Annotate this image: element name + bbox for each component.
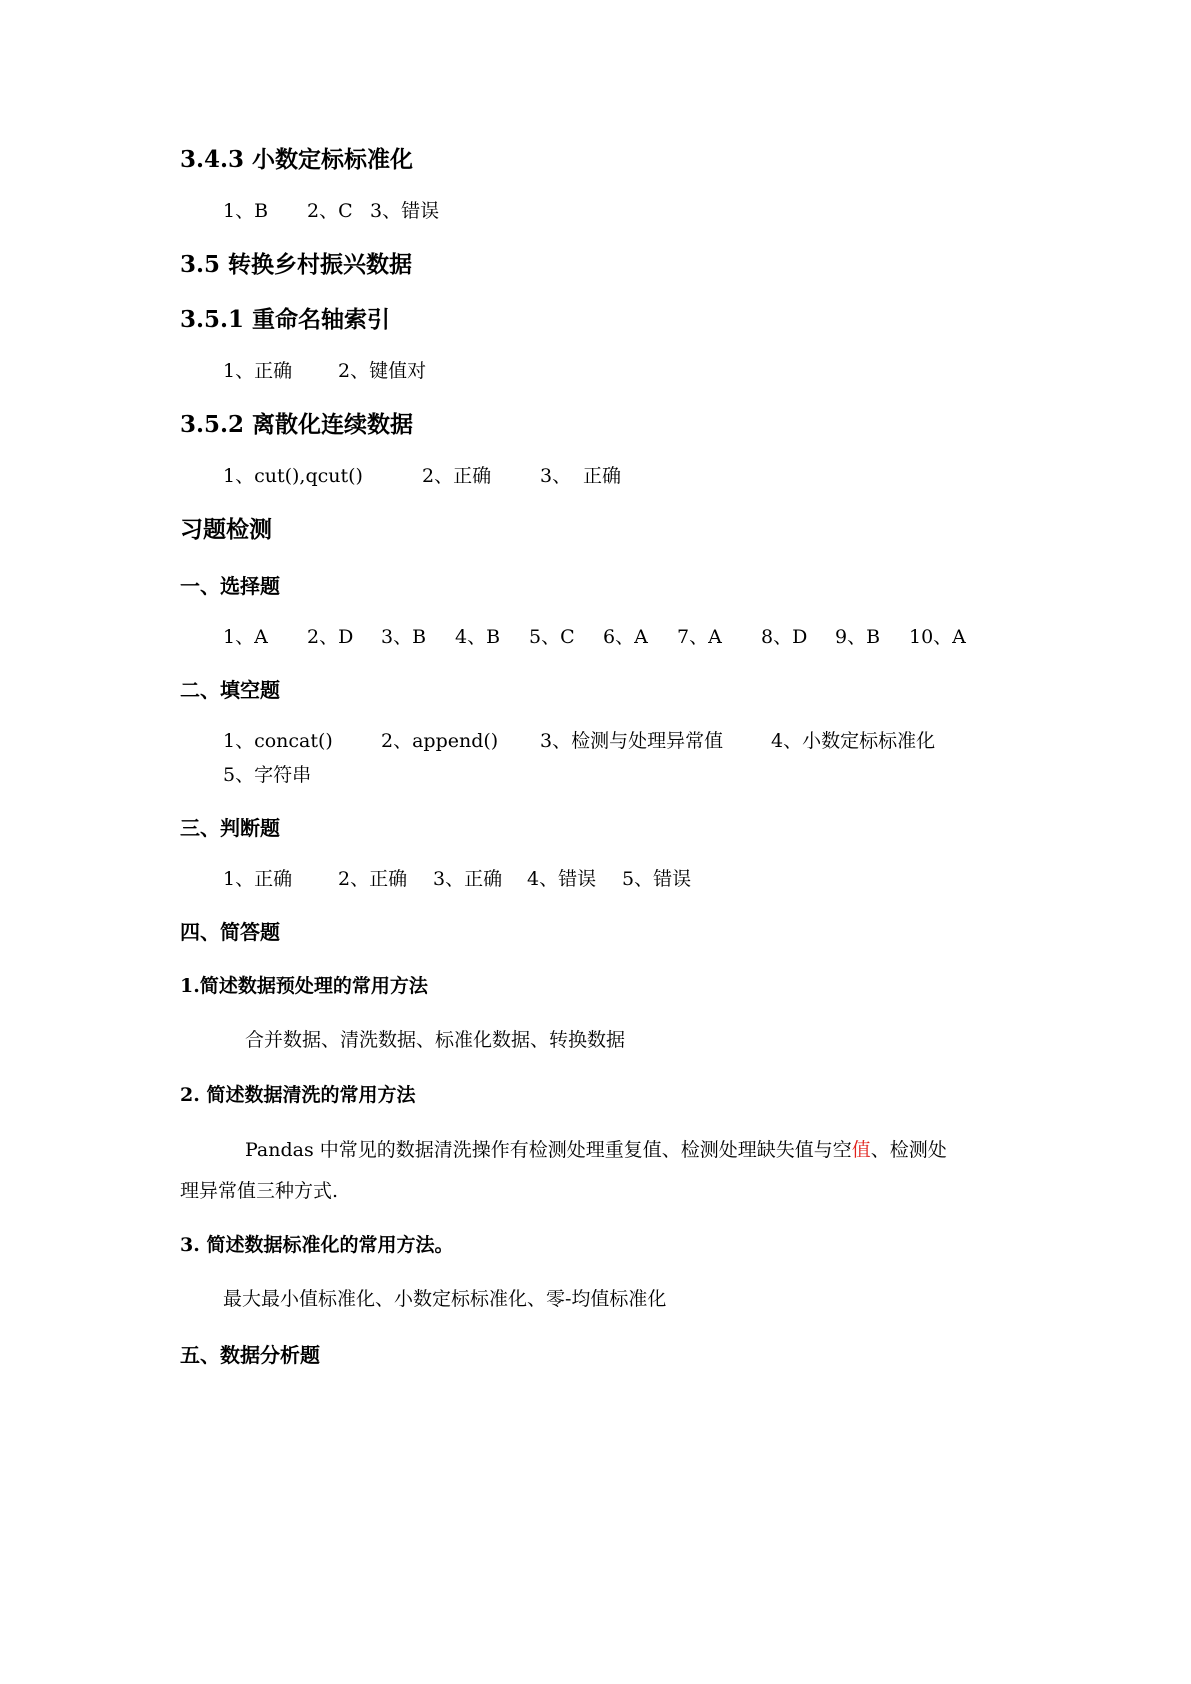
answer-item: 3、正确	[433, 868, 503, 890]
answer-item: 3、错误	[370, 200, 440, 222]
question-2-answer-line-2: 理异常值三种方式.	[180, 1180, 339, 1202]
answer-item: 4、小数定标标准化	[771, 730, 936, 752]
answer-item: 2、append()	[381, 730, 499, 752]
question-3-title: 3. 简述数据标准化的常用方法。	[180, 1234, 454, 1256]
answer-item: 1、concat()	[223, 730, 333, 752]
heading-analysis: 五、数据分析题	[180, 1343, 320, 1367]
answer-text: 、检测处	[870, 1139, 947, 1161]
answer-item: 2、正确	[422, 465, 492, 487]
answer-item: 8、D	[761, 626, 808, 648]
answer-item: 2、正确	[338, 868, 408, 890]
heading-exercises: 习题检测	[180, 516, 272, 543]
answer-item: 5、字符串	[223, 764, 312, 786]
question-2-title: 2. 简述数据清洗的常用方法	[180, 1084, 416, 1106]
heading-3-5-1: 3.5.1 重命名轴索引	[180, 306, 391, 333]
answer-item: 2、C	[307, 200, 353, 222]
answer-item: 1、A	[223, 626, 268, 648]
answer-item: 3、检测与处理异常值	[540, 730, 724, 752]
heading-short: 四、简答题	[180, 920, 280, 944]
heading-3-5: 3.5 转换乡村振兴数据	[180, 251, 413, 278]
heading-fill: 二、填空题	[180, 678, 280, 702]
answer-item: 1、cut(),qcut()	[223, 465, 363, 487]
answer-item: 4、错误	[527, 868, 597, 890]
answer-item: 1、正确	[223, 868, 293, 890]
answer-item: 5、错误	[622, 868, 692, 890]
answer-text: Pandas 中常见的数据清洗操作有检测处理重复值、检测处理缺失值与空	[245, 1139, 852, 1161]
answer-item: 2、键值对	[338, 360, 427, 382]
answer-item: 5、C	[529, 626, 575, 648]
question-1-title: 1.简述数据预处理的常用方法	[180, 975, 428, 997]
answer-item: 1、正确	[223, 360, 293, 382]
answer-item: 7、A	[677, 626, 722, 648]
answer-item: 2、D	[307, 626, 354, 648]
heading-choice: 一、选择题	[180, 574, 280, 598]
answer-item: 9、B	[835, 626, 881, 648]
heading-3-4-3: 3.4.3 小数定标标准化	[180, 146, 414, 173]
answer-item: 1、B	[223, 200, 269, 222]
question-3-answer: 最大最小值标准化、小数定标标准化、零-均值标准化	[223, 1288, 667, 1310]
answer-item: 3、B	[381, 626, 427, 648]
question-2-answer-line-1	[245, 1141, 947, 1160]
answer-item: 3、	[540, 465, 572, 487]
answer-item: 10、A	[909, 626, 966, 648]
heading-judge: 三、判断题	[180, 816, 280, 840]
heading-3-5-2: 3.5.2 离散化连续数据	[180, 411, 414, 438]
question-1-answer: 合并数据、清洗数据、标准化数据、转换数据	[245, 1029, 626, 1051]
highlighted-text: 值	[851, 1139, 871, 1161]
answer-item: 4、B	[455, 626, 501, 648]
answer-item: 正确	[583, 465, 622, 487]
answer-item: 6、A	[603, 626, 648, 648]
